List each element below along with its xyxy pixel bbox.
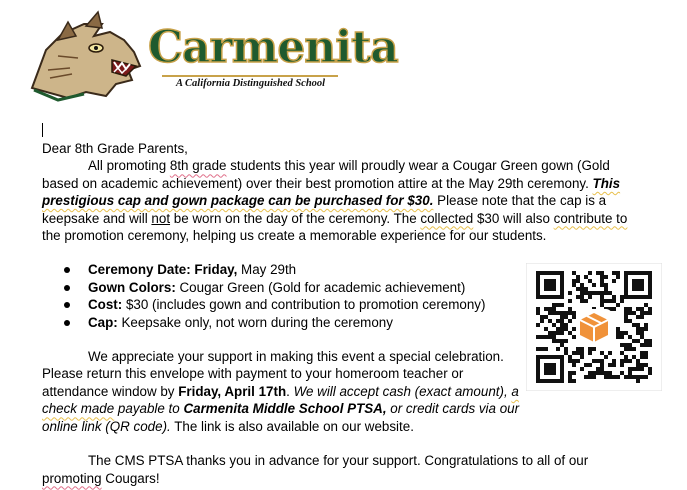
finder-top-left [536,271,564,299]
finder-top-right [624,271,652,299]
intro-text-c: Please note that the cap is a keepsake and will [42,193,607,226]
payment-italic-3: or credit cards via our online link (QR code). [42,401,520,434]
payment-italic-2: payable to [114,401,184,417]
school-tagline: A California Distinguished School [176,78,326,89]
payment-text-b: . [286,383,294,399]
bullet-text: $30 (includes gown and contribution to promotion ceremony) [122,297,486,313]
payee-name: Carmenita Middle School PTSA, [183,401,387,417]
bullet-label: Ceremony Date: Friday, [88,262,238,278]
tagline-rule [162,75,338,77]
paragraph-closing [42,452,642,487]
intro-text-b: students this year will proudly wear a Cougar Green gown (Gold based on academic achievement) over their best promotion attire at the May 29th ceremony. [42,158,610,191]
bullet-label: Cap: [88,314,118,330]
payment-qr-code[interactable] [526,263,662,391]
grammar-contribute: contribute to [553,210,628,226]
payment-text-a: We appreciate your support in making this event a special celebration. Please return this envelope with payment to your homeroom teacher or attendance window by [42,349,504,399]
spellcheck-8th-grade: 8th grade [169,158,227,174]
finder-bottom-left [536,355,564,383]
bullet-text: Keepsake only, not worn during the ceremony [117,314,393,330]
deadline-date: Friday, April 17th [178,383,287,399]
text-cursor [42,123,43,137]
school-logo [28,10,398,102]
grammar-collected: collected [420,210,474,226]
paragraph-intro [42,157,642,244]
closing-text-b: Cougars! [101,470,160,486]
greeting: Dear 8th Grade Parents, [42,141,188,156]
bullet-text: Cougar Green (Gold for academic achievement) [175,279,466,295]
spellcheck-promoting: promoting [42,470,102,486]
payment-text-c: The link is also available on our website. [170,418,414,434]
closing-text-a: The CMS PTSA thanks you in advance for your support. Congratulations to all of our [88,453,589,469]
underlined-not: not [151,210,171,226]
bullet-text: May 29th [237,262,297,278]
intro-text-d: be worn on the day of the ceremony. The [170,210,421,226]
intro-text-e: $30 will also [473,210,554,226]
bullet-label: Cost: [88,297,123,313]
bullet-label: Gown Colors: [88,279,176,295]
paragraph-payment [42,348,520,435]
spacer [42,435,642,452]
payment-italic-1: We will accept cash (exact amount), [293,383,512,399]
cougar-mascot-icon [28,10,158,102]
cost-highlight: This prestigious cap and gown package can be purchased for $30. [42,175,621,209]
intro-text-a: All promoting [88,158,170,174]
grammar-check-made: a check made [42,383,519,417]
school-name: Carmenita [148,22,398,73]
intro-text-f: the promotion ceremony, helping us create a memorable experience for our students. [42,228,547,244]
